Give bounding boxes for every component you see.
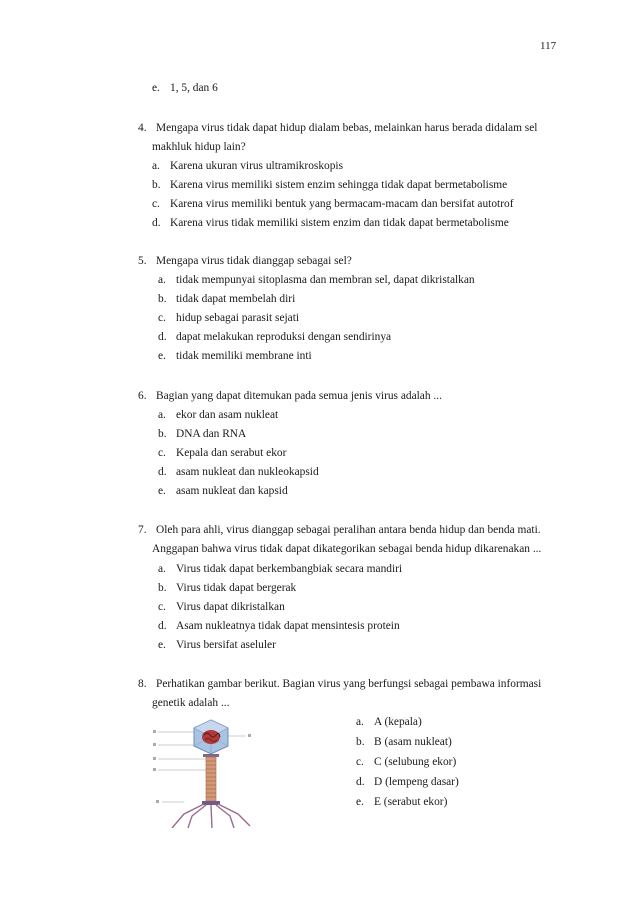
q7-option-a: a. Virus tidak dapat berkembangbiak secara mandiri bbox=[158, 563, 403, 575]
q4-option-b: b. Karena virus memiliki sistem enzim sehingga tidak dapat bermetabolisme bbox=[152, 179, 508, 191]
q6-option-a: a. ekor dan asam nukleat bbox=[158, 409, 279, 421]
q6-option-e: e. asam nukleat dan kapsid bbox=[158, 485, 288, 497]
q7-option-d: d. Asam nukleatnya tidak dapat mensintesis protein bbox=[158, 620, 400, 632]
bacteriophage-diagram-icon bbox=[150, 718, 262, 828]
q6-option-c: c. Kepala dan serabut ekor bbox=[158, 447, 287, 459]
q4-option-d: d. Karena virus tidak memiliki sistem enzim dan tidak dapat bermetabolisme bbox=[152, 217, 509, 229]
q5-option-e: e. tidak memiliki membrane inti bbox=[158, 350, 312, 362]
q4-option-c: c. Karena virus memiliki bentuk yang bermacam-macam dan bersifat autotrof bbox=[152, 198, 514, 210]
q8-option-a: a. A (kepala) bbox=[356, 716, 422, 728]
q6-option-d: d. asam nukleat dan nukleokapsid bbox=[158, 466, 319, 478]
leftover-option: e. 1, 5, dan 6 bbox=[152, 82, 218, 94]
q6-option-b: b. DNA dan RNA bbox=[158, 428, 247, 440]
question-4-stem: 4. Mengapa virus tidak dapat hidup dialam bebas, melainkan harus berada didalam sel bbox=[138, 122, 538, 134]
q5-option-b: b. tidak dapat membelah diri bbox=[158, 293, 296, 305]
question-7-stem: 7. Oleh para ahli, virus dianggap sebagai peralihan antara benda hidup dan benda mati. bbox=[138, 524, 541, 536]
question-8-stem: 8. Perhatikan gambar berikut. Bagian virus yang berfungsi sebagai pembawa informasi bbox=[138, 678, 542, 690]
q7-option-e: e. Virus bersifat aseluler bbox=[158, 639, 276, 651]
q8-option-e: e. E (serabut ekor) bbox=[356, 796, 448, 808]
question-4-stem-cont: makhluk hidup lain? bbox=[152, 141, 246, 153]
q8-option-c: c. C (selubung ekor) bbox=[356, 756, 457, 768]
q8-option-d: d. D (lempeng dasar) bbox=[356, 776, 459, 788]
q8-option-b: b. B (asam nukleat) bbox=[356, 736, 452, 748]
q4-option-a: a. Karena ukuran virus ultramikroskopis bbox=[152, 160, 344, 172]
q5-option-a: a. tidak mempunyai sitoplasma dan membran sel, dapat dikristalkan bbox=[158, 274, 475, 286]
page-number: 117 bbox=[540, 40, 557, 52]
q7-option-b: b. Virus tidak dapat bergerak bbox=[158, 582, 297, 594]
question-7-stem-cont: Anggapan bahwa virus tidak dapat dikategorikan sebagai benda hidup dikarenakan ... bbox=[152, 543, 542, 555]
question-5-stem: 5. Mengapa virus tidak dianggap sebagai sel? bbox=[138, 255, 352, 267]
q5-option-d: d. dapat melakukan reproduksi dengan sendirinya bbox=[158, 331, 392, 343]
question-8-stem-cont: genetik adalah ... bbox=[152, 697, 230, 709]
q7-option-c: c. Virus dapat dikristalkan bbox=[158, 601, 285, 613]
question-6-stem: 6. Bagian yang dapat ditemukan pada semua jenis virus adalah ... bbox=[138, 390, 442, 402]
q5-option-c: c. hidup sebagai parasit sejati bbox=[158, 312, 300, 324]
